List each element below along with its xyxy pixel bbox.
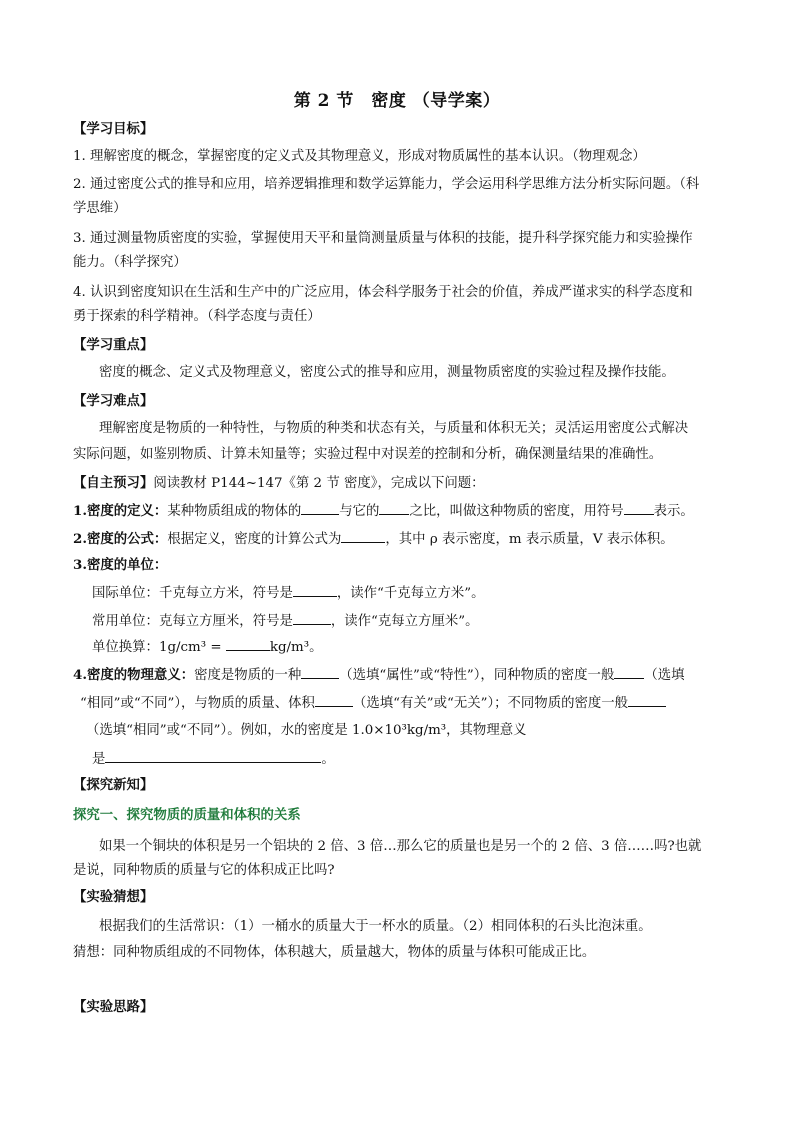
goal-1: 1. 理解密度的概念，掌握密度的定义式及其物理意义，形成对物质属性的基本认识。（物理观念） (73, 149, 646, 164)
goal-2-line-1: 2. 通过密度公式的推导和应用，培养逻辑推理和数学运算能力，学会运用科学思维方法分析实际问题。（科 (73, 177, 700, 192)
question-3 (73, 556, 167, 575)
guess-line-2: 猜想：同种物质组成的不同物体，体积越大，质量越大，物体的质量与体积可能成正比。 (73, 945, 596, 960)
guess-heading: 【实验猜想】 (73, 889, 154, 905)
q4-blank-3[interactable] (315, 694, 353, 707)
page-title: 第 2 节 密度 （导学案） (293, 91, 501, 111)
explore-subheading-1: 探究一、探究物质的质量和体积的关系 (73, 807, 301, 823)
preview-heading: 【自主预习】 (73, 475, 154, 491)
difficult-line-1: 理解密度是物质的一种特性，与物质的种类和状态有关，与质量和体积无关；灵活运用密度公式解决 (99, 421, 689, 436)
q4-blank-1[interactable] (301, 666, 339, 679)
guess-line-1: 根据我们的生活常识：（1）一桶水的质量大于一杯水的质量。（2）相同体积的石头比泡沫重。 (99, 919, 652, 934)
question-4-line-3: （选填“相同”或“不同”）。例如，水的密度是 1.0×10³kg/m³，其物理意义 (86, 723, 527, 738)
idea-heading: 【实验思路】 (73, 999, 154, 1015)
q4-blank-2[interactable] (614, 666, 644, 679)
goal-2-line-2: 学思维） (73, 201, 127, 216)
q3-intl-unit: 国际单位：千克每立方米，符号是 ，读作“千克每立方米”。 (92, 586, 485, 601)
key-text: 密度的概念、定义式及物理意义，密度公式的推导和应用，测量物质密度的实验过程及操作技能。 (99, 365, 675, 380)
q2-label: 2.密度的公式： (73, 531, 168, 547)
q2-blank[interactable] (341, 530, 385, 543)
q3-common-blank[interactable] (293, 612, 331, 625)
q1-blank-3[interactable] (624, 502, 654, 515)
question-4-line-2: “相同”或“不同”），与物质的质量、体积 （选填“有关”或“无关”）；不同物质的密度一般 (80, 694, 666, 713)
q1-blank-1[interactable] (301, 502, 339, 515)
question-4-line-4: 是 。 (92, 752, 335, 767)
question-2: 2.密度的公式：根据定义，密度的计算公式为 ，其中 ρ 表示密度，m 表示质量，V 表示体积。 (73, 531, 674, 547)
q1-blank-2[interactable] (379, 502, 409, 515)
q1-label: 1.密度的定义： (73, 503, 168, 519)
key-heading: 【学习重点】 (73, 337, 154, 353)
difficult-heading: 【学习难点】 (73, 393, 154, 409)
goal-3-line-1: 3. 通过测量物质密度的实验，掌握使用天平和量筒测量质量与体积的技能，提升科学探究能力和实验操作 (73, 231, 693, 246)
question-1: 1.密度的定义：某种物质组成的物体的 与它的 之比，叫做这种物质的密度，用符号 表示。 (73, 503, 694, 519)
q3-intl-blank[interactable] (293, 584, 337, 597)
q3-common-unit: 常用单位：克每立方厘米，符号是 ，读作“克每立方厘米”。 (92, 614, 479, 629)
explore-paragraph-line-1: 如果一个铜块的体积是另一个铝块的 2 倍、3 倍…那么它的质量也是另一个的 2 倍、3 倍……吗?也就 (99, 839, 702, 854)
preview-line (73, 474, 485, 493)
question-4-line-1: 4.密度的物理意义：密度是物质的一种 （选填“属性”或“特性”），同种物质的密度一般 （选填 (73, 667, 685, 683)
q4-blank-4[interactable] (628, 694, 666, 707)
goal-3-line-2: 能力。（科学探究） (73, 255, 187, 270)
q4-blank-5[interactable] (105, 750, 321, 763)
preview-intro: 阅读教材 P144~147《第 2 节 密度》，完成以下问题： (153, 476, 485, 491)
q3-conversion-blank[interactable] (226, 638, 270, 651)
difficult-line-2: 实际问题，如鉴别物质、计算未知量等；实验过程中对误差的控制和分析，确保测量结果的准确性。 (73, 447, 663, 462)
goal-4-line-2: 勇于探索的科学精神。（科学态度与责任） (73, 309, 321, 324)
explore-paragraph-line-2: 是说，同种物质的质量与它的体积成正比吗? (73, 863, 335, 878)
q3-label: 3.密度的单位： (73, 557, 168, 573)
goal-4-line-1: 4. 认识到密度知识在生活和生产中的广泛应用，体会科学服务于社会的价值，养成严谨求实的科学态度和 (73, 285, 693, 300)
goals-heading: 【学习目标】 (73, 121, 154, 137)
q3-conversion: 单位换算：1g/cm³ = kg/m³。 (92, 640, 323, 655)
explore-heading: 【探究新知】 (73, 777, 154, 793)
q4-label: 4.密度的物理意义： (73, 667, 195, 683)
